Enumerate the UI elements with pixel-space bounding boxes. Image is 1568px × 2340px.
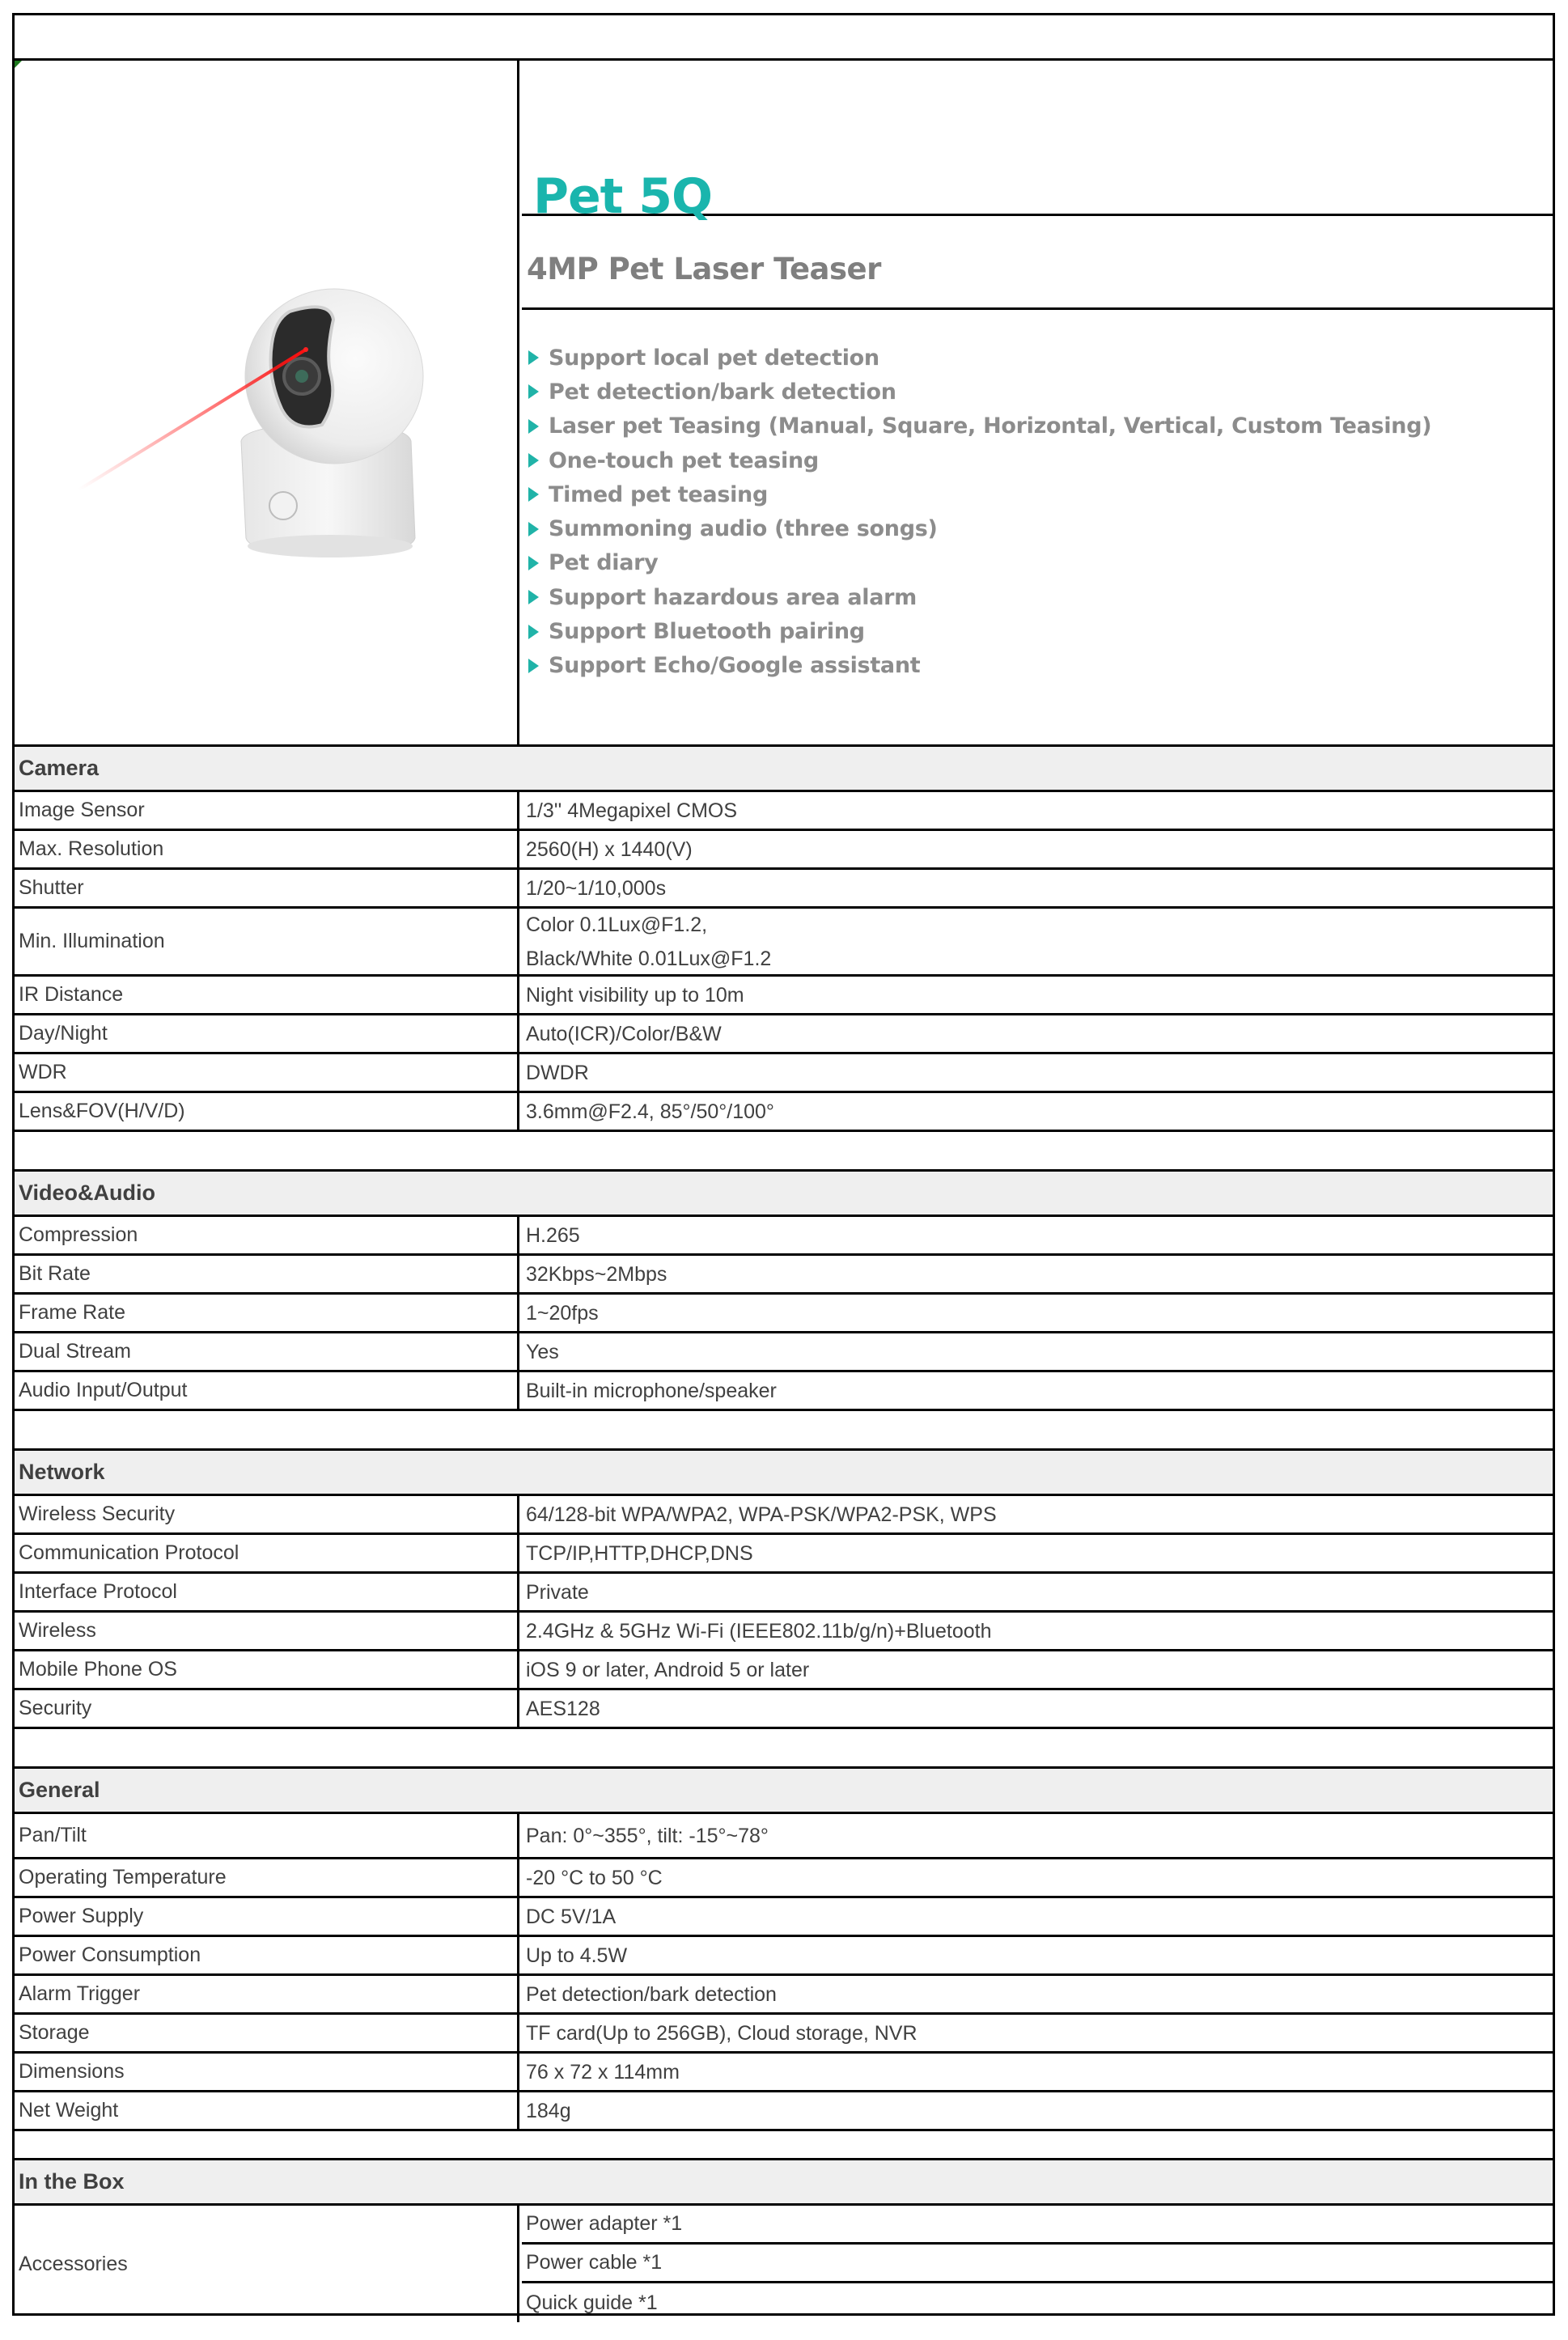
product-hero [15,61,1553,744]
feature-item: Support hazardous area alarm [528,580,1431,614]
accessories-list [522,2206,1553,2322]
feature-item: One-touch pet teasing [528,443,1431,477]
table-row: Power Consumption Up to 4.5W [15,1937,1553,1976]
table-row: Bit Rate 32Kbps~2Mbps [15,1256,1553,1295]
table-row: Frame Rate 1~20fps [15,1295,1553,1333]
spec-table [15,744,1553,2322]
table-row: Operating Temperature -20 °C to 50 °C [15,1859,1553,1898]
accessory-item: Power adapter *1 [522,2206,1553,2245]
spacer-row [15,2131,1553,2160]
top-spacer-row [15,15,1553,61]
section-header-camera: Camera [15,747,1553,792]
table-row: Dual Stream Yes [15,1333,1553,1372]
product-image-cell [15,61,519,744]
table-row: Net Weight 184g [15,2092,1553,2131]
table-row: Compression H.265 [15,1217,1553,1256]
feature-item: Support local pet detection [528,341,1431,375]
table-row: IR Distance Night visibility up to 10m [15,977,1553,1015]
feature-item: Timed pet teasing [528,477,1431,511]
spacer-row [15,1411,1553,1451]
feature-item: Support Echo/Google assistant [528,649,1431,683]
table-row: Wireless Security 64/128-bit WPA/WPA2, WPA-PSK/WPA2-PSK, WPS [15,1496,1553,1535]
feature-item: Laser pet Teasing (Manual, Square, Horizontal, Vertical, Custom Teasing) [528,409,1431,443]
table-row: Interface Protocol Private [15,1574,1553,1613]
spec-sheet [12,13,1555,2316]
accessory-item: Quick guide *1 [526,2291,658,2314]
table-row: Lens&FOV(H/V/D) 3.6mm@F2.4, 85°/50°/100° [15,1093,1553,1132]
table-row: Shutter 1/20~1/10,000s [15,870,1553,909]
triangle-bullet-icon [528,350,539,365]
feature-item: Summoning audio (three songs) [528,511,1431,545]
triangle-bullet-icon [528,556,539,570]
table-row: Security AES128 [15,1690,1553,1729]
triangle-bullet-icon [528,659,539,673]
camera-button [269,492,297,519]
feature-item: Support Bluetooth pairing [528,614,1431,648]
table-row: Audio Input/Output Built-in microphone/speaker [15,1372,1553,1411]
product-title-cell [522,61,1553,225]
triangle-bullet-icon [528,419,539,434]
min-illumination-value: Color 0.1Lux@F1.2, Black/White 0.01Lux@F1.2 [526,913,772,970]
table-row: Wireless 2.4GHz & 5GHz Wi-Fi (IEEE802.11b/g/n)+Bluetooth [15,1613,1553,1651]
table-row: Max. Resolution 2560(H) x 1440(V) [15,831,1553,870]
section-header-network: Network [15,1451,1553,1496]
table-row: Communication Protocol TCP/IP,HTTP,DHCP,DNS [15,1535,1553,1574]
product-subtitle: 4MP Pet Laser Teaser [527,252,881,286]
feature-list-cell [522,310,1553,744]
spacer-row [15,1132,1553,1172]
table-row: Alarm Trigger Pet detection/bark detection [15,1976,1553,2015]
accessories-label: Accessories [15,2206,519,2322]
accessories-group [15,2206,1553,2322]
triangle-bullet-icon [528,522,539,536]
table-row: Mobile Phone OS iOS 9 or later, Android 5 or later [15,1651,1553,1690]
feature-item: Pet detection/bark detection [528,375,1431,409]
table-row: Min. Illumination Color 0.1Lux@F1.2, Black/White 0.01Lux@F1.2 [15,909,1553,977]
triangle-bullet-icon [528,590,539,604]
section-header-general: General [15,1769,1553,1814]
table-row: Power Supply DC 5V/1A [15,1898,1553,1937]
accessory-item: Power cable *1 [522,2245,1553,2283]
triangle-bullet-icon [528,453,539,468]
product-subtitle-cell [522,216,1553,310]
triangle-bullet-icon [528,384,539,399]
triangle-bullet-icon [528,625,539,639]
table-row: Storage TF card(Up to 256GB), Cloud storage, NVR [15,2015,1553,2054]
table-row: Image Sensor 1/3'' 4Megapixel CMOS [15,792,1553,831]
pet-camera-image [63,271,435,579]
table-row: WDR DWDR [15,1054,1553,1093]
spacer-row [15,1729,1553,1769]
feature-item: Pet diary [528,546,1431,580]
product-title: Pet 5Q [533,168,712,225]
section-header-in-the-box: In the Box [15,2160,1553,2206]
table-row: Pan/Tilt Pan: 0°~355°, tilt: -15°~78° [15,1814,1553,1859]
section-header-video-audio: Video&Audio [15,1172,1553,1217]
table-row: Dimensions 76 x 72 x 114mm [15,2054,1553,2092]
comment-indicator-icon [15,61,22,68]
table-row: Day/Night Auto(ICR)/Color/B&W [15,1015,1553,1054]
feature-list [528,341,1431,683]
triangle-bullet-icon [528,487,539,502]
